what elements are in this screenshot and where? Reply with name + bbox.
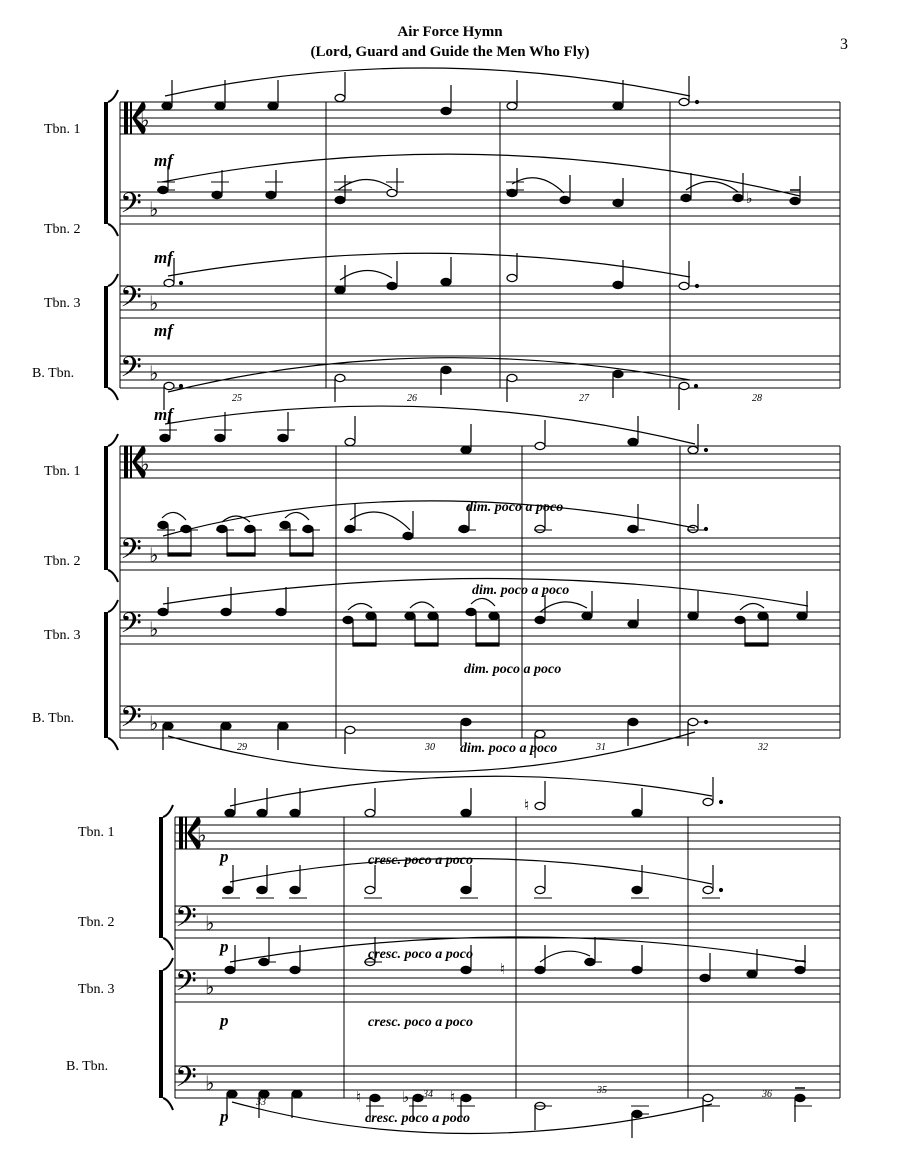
natural-icon: ♮ bbox=[524, 798, 530, 814]
flat-icon bbox=[149, 199, 158, 385]
svg-text:𝄢: 𝄢 bbox=[120, 353, 142, 390]
expression-text: cresc. poco a poco bbox=[365, 1111, 470, 1126]
svg-text:♭: ♭ bbox=[149, 293, 159, 315]
flat-icon bbox=[205, 913, 214, 1095]
expression-text: cresc. poco a poco bbox=[368, 947, 473, 962]
flat-icon: ♭ bbox=[140, 110, 150, 132]
svg-text:♭: ♭ bbox=[149, 619, 159, 641]
dynamic-marking: mf bbox=[154, 248, 173, 267]
measure-number: 31 bbox=[596, 742, 606, 753]
expression-text: dim. poco a poco bbox=[466, 500, 564, 515]
dynamic-marking: p bbox=[220, 937, 229, 956]
expression-text: dim. poco a poco bbox=[460, 741, 558, 756]
flat-icon: ♭ bbox=[197, 825, 207, 847]
measure-number: 33 bbox=[256, 1097, 266, 1108]
notes bbox=[157, 72, 800, 410]
measure-number: 29 bbox=[237, 742, 247, 753]
expression-text: dim. poco a poco bbox=[464, 662, 562, 677]
instrument-name: Tbn. 3 bbox=[44, 628, 81, 643]
expression-text: dim. poco a poco bbox=[472, 583, 570, 598]
bracket bbox=[104, 434, 118, 750]
svg-text:𝄢: 𝄢 bbox=[120, 283, 142, 320]
measure-number: 34 bbox=[423, 1089, 433, 1100]
system-2 bbox=[32, 406, 840, 772]
svg-text:𝄢: 𝄢 bbox=[175, 903, 197, 940]
instrument-name: Tbn. 2 bbox=[44, 554, 81, 569]
instrument-name: B. Tbn. bbox=[32, 711, 75, 726]
measure-number: 35 bbox=[597, 1085, 607, 1096]
dynamic-marking: p bbox=[220, 1011, 229, 1030]
bracket bbox=[104, 90, 118, 400]
svg-text:𝄢: 𝄢 bbox=[175, 1063, 197, 1100]
measure-number: 26 bbox=[407, 393, 417, 404]
instrument-name: Tbn. 1 bbox=[44, 122, 81, 137]
natural-icon: ♮ bbox=[500, 962, 506, 978]
instrument-name: Tbn. 2 bbox=[78, 915, 115, 930]
instrument-name: Tbn. 1 bbox=[44, 464, 81, 479]
svg-text:♭: ♭ bbox=[205, 977, 215, 999]
flat-icon: ♭ bbox=[140, 454, 150, 476]
svg-text:♭: ♭ bbox=[149, 713, 159, 735]
bass-clef-icon bbox=[175, 903, 197, 1100]
bass-clef-icon bbox=[120, 189, 142, 390]
svg-text:♭: ♭ bbox=[205, 913, 215, 935]
svg-text:♭: ♭ bbox=[149, 545, 159, 567]
expression-text: cresc. poco a poco bbox=[368, 853, 473, 868]
svg-text:𝄢: 𝄢 bbox=[120, 703, 142, 740]
instrument-name: Tbn. 3 bbox=[78, 982, 115, 997]
page-number: 3 bbox=[840, 36, 848, 53]
measure-number: 28 bbox=[752, 393, 762, 404]
svg-text:𝄢: 𝄢 bbox=[120, 609, 142, 646]
svg-text:♭: ♭ bbox=[149, 363, 159, 385]
svg-text:♭: ♭ bbox=[149, 199, 159, 221]
flat-icon: ♭ bbox=[402, 1090, 410, 1106]
measure-number: 32 bbox=[758, 742, 768, 753]
measure-number: 36 bbox=[762, 1089, 772, 1100]
bass-clef-icon bbox=[120, 535, 142, 740]
slur bbox=[162, 68, 800, 392]
instrument-name: B. Tbn. bbox=[32, 366, 75, 381]
dynamic-marking: mf bbox=[154, 151, 173, 170]
svg-text:𝄢: 𝄢 bbox=[175, 967, 197, 1004]
flat-icon: ♭ bbox=[746, 192, 753, 207]
dynamic-marking: mf bbox=[154, 405, 173, 424]
expression-text: cresc. poco a poco bbox=[368, 1015, 473, 1030]
svg-text:♭: ♭ bbox=[205, 1073, 215, 1095]
instrument-name: B. Tbn. bbox=[66, 1059, 109, 1074]
measure-number: 25 bbox=[232, 393, 242, 404]
notes bbox=[222, 777, 812, 1138]
dynamic-marking: p bbox=[220, 847, 229, 866]
measure-number: 30 bbox=[425, 742, 435, 753]
slur bbox=[230, 776, 806, 1133]
piece-subtitle: (Lord, Guard and Guide the Men Who Fly) bbox=[310, 44, 590, 60]
measure-number: 27 bbox=[579, 393, 589, 404]
system-3 bbox=[66, 776, 840, 1138]
natural-icon: ♮ bbox=[356, 1090, 362, 1106]
svg-text:𝄢: 𝄢 bbox=[120, 535, 142, 572]
system-1 bbox=[32, 68, 840, 424]
dynamic-marking: p bbox=[220, 1107, 229, 1126]
piece-title: Air Force Hymn bbox=[397, 24, 503, 40]
bracket bbox=[159, 805, 173, 1110]
dynamic-marking: mf bbox=[154, 321, 173, 340]
instrument-name: Tbn. 2 bbox=[44, 222, 81, 237]
natural-icon: ♮ bbox=[450, 1090, 456, 1106]
instrument-name: Tbn. 3 bbox=[44, 296, 81, 311]
svg-text:𝄢: 𝄢 bbox=[120, 189, 142, 226]
instrument-name: Tbn. 1 bbox=[78, 825, 115, 840]
